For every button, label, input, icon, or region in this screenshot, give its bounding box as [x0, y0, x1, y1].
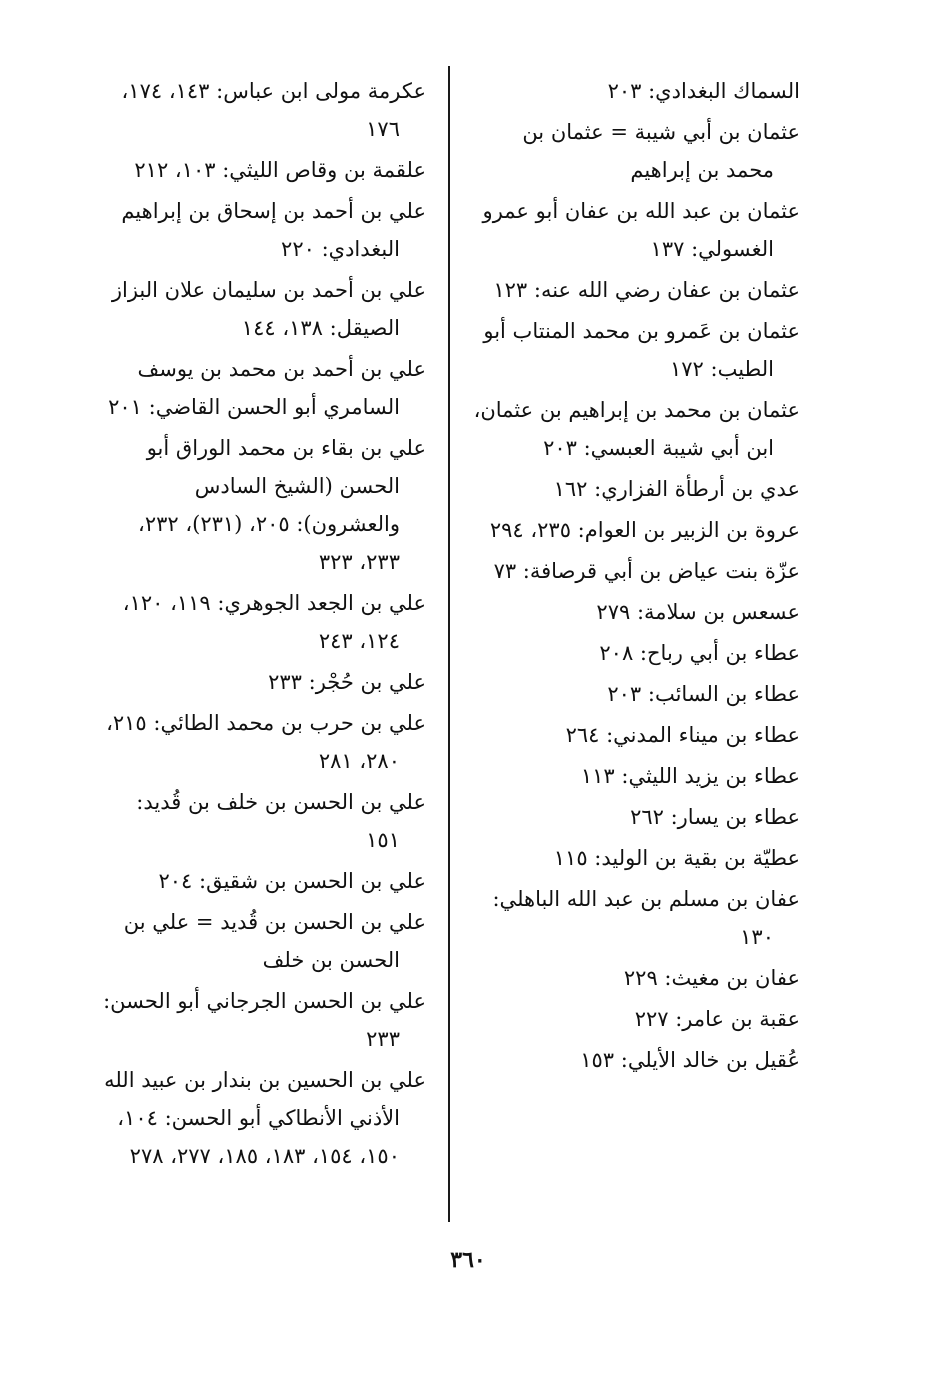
index-entry: عفان بن مسلم بن عبد الله الباهلي: ١٣٠ — [492, 887, 800, 949]
column-divider — [448, 66, 450, 1222]
index-entry: عثمان بن عفان رضي الله عنه: ١٢٣ — [493, 278, 800, 302]
index-entry: عدي بن أرطأة الفزاري: ١٦٢ — [553, 477, 800, 501]
page-number: ٣٦٠ — [450, 1247, 486, 1273]
index-entry: علي بن الحسن بن شقيق: ٢٠٤ — [158, 869, 426, 893]
index-entry: علي بن الجعد الجوهري: ١١٩، ١٢٠، ١٢٤، ٢٤٣ — [122, 591, 426, 653]
index-entry: علي بن أحمد بن سليمان علان البزاز الصيقل: ١٣٨، ١٤٤ — [111, 278, 426, 340]
index-entry: عثمان بن عبد الله بن عفان أبو عمرو الغسولي: ١٣٧ — [482, 199, 800, 261]
index-entry: السماك البغدادي: ٢٠٣ — [607, 79, 800, 103]
index-entry: علي بن الحسن الجرجاني أبو الحسن: ٢٣٣ — [103, 989, 426, 1051]
index-entry: عُقيل بن خالد الأيلي: ١٥٣ — [580, 1048, 800, 1072]
index-entry: عروة بن الزبير بن العوام: ٢٣٥، ٢٩٤ — [489, 518, 800, 542]
index-entry: عطاء بن يزيد الليثي: ١١٣ — [580, 764, 800, 788]
index-entry: علي بن حُجْر: ٢٣٣ — [268, 670, 426, 694]
index-entry: عكرمة مولى ابن عباس: ١٤٣، ١٧٤، ١٧٦ — [121, 79, 426, 141]
index-entry: علي بن الحسن بن خلف بن قُديد: ١٥١ — [136, 790, 426, 852]
index-entry: علي بن الحسين بن بندار بن عبيد الله الأذني الأنطاكي أبو الحسن: ١٠٤، ١٥٠، ١٥٤، ١٨٣، ١٨٥، ٢٧٧، ٢٧٨ — [104, 1068, 426, 1168]
index-entry: علي بن الحسن بن قُديد = علي بن الحسن بن خلف — [123, 910, 426, 972]
index-entry: عثمان بن محمد بن إبراهيم بن عثمان، ابن أبي شيبة العبسي: ٢٠٣ — [473, 398, 800, 460]
index-entry: عثمان بن أبي شيبة = عثمان بن محمد بن إبراهيم — [522, 120, 800, 182]
index-entry: علي بن أحمد بن إسحاق بن إبراهيم البغدادي: ٢٢٠ — [121, 199, 426, 261]
index-entry: عزّة بنت عياض بن أبي قرصافة: ٧٣ — [493, 559, 800, 583]
index-entry: عفان بن مغيث: ٢٢٩ — [623, 966, 800, 990]
index-entry: علي بن حرب بن محمد الطائي: ٢١٥، ٢٨٠، ٢٨١ — [106, 711, 426, 773]
index-entry: عثمان بن عَمرو بن محمد المنتاب أبو الطيب: ١٧٢ — [483, 319, 800, 381]
index-entry: علي بن أحمد بن محمد بن يوسف السامري أبو الحسن القاضي: ٢٠١ — [108, 357, 426, 419]
index-entry: عطيّة بن بقية بن الوليد: ١١٥ — [553, 846, 800, 870]
index-column-right — [470, 72, 800, 1082]
index-entry: عقبة بن عامر: ٢٢٧ — [634, 1007, 800, 1031]
index-entry: عطاء بن يسار: ٢٦٢ — [630, 805, 800, 829]
index-entry: علي بن بقاء بن محمد الوراق أبو الحسن (الشيخ السادس والعشرون): ٢٠٥، (٢٣١)، ٢٣٢، ٢٣٣، ٣٢٣ — [138, 436, 426, 574]
index-entry: عطاء بن ميناء المدني: ٢٦٤ — [565, 723, 800, 747]
index-entry: علقمة بن وقاص الليثي: ١٠٣، ٢١٢ — [134, 158, 426, 182]
index-entry: عطاء بن أبي رباح: ٢٠٨ — [599, 641, 800, 665]
index-column-left — [100, 72, 426, 1178]
index-entry: عسعس بن سلامة: ٢٧٩ — [596, 600, 800, 624]
index-entry: عطاء بن السائب: ٢٠٣ — [607, 682, 800, 706]
